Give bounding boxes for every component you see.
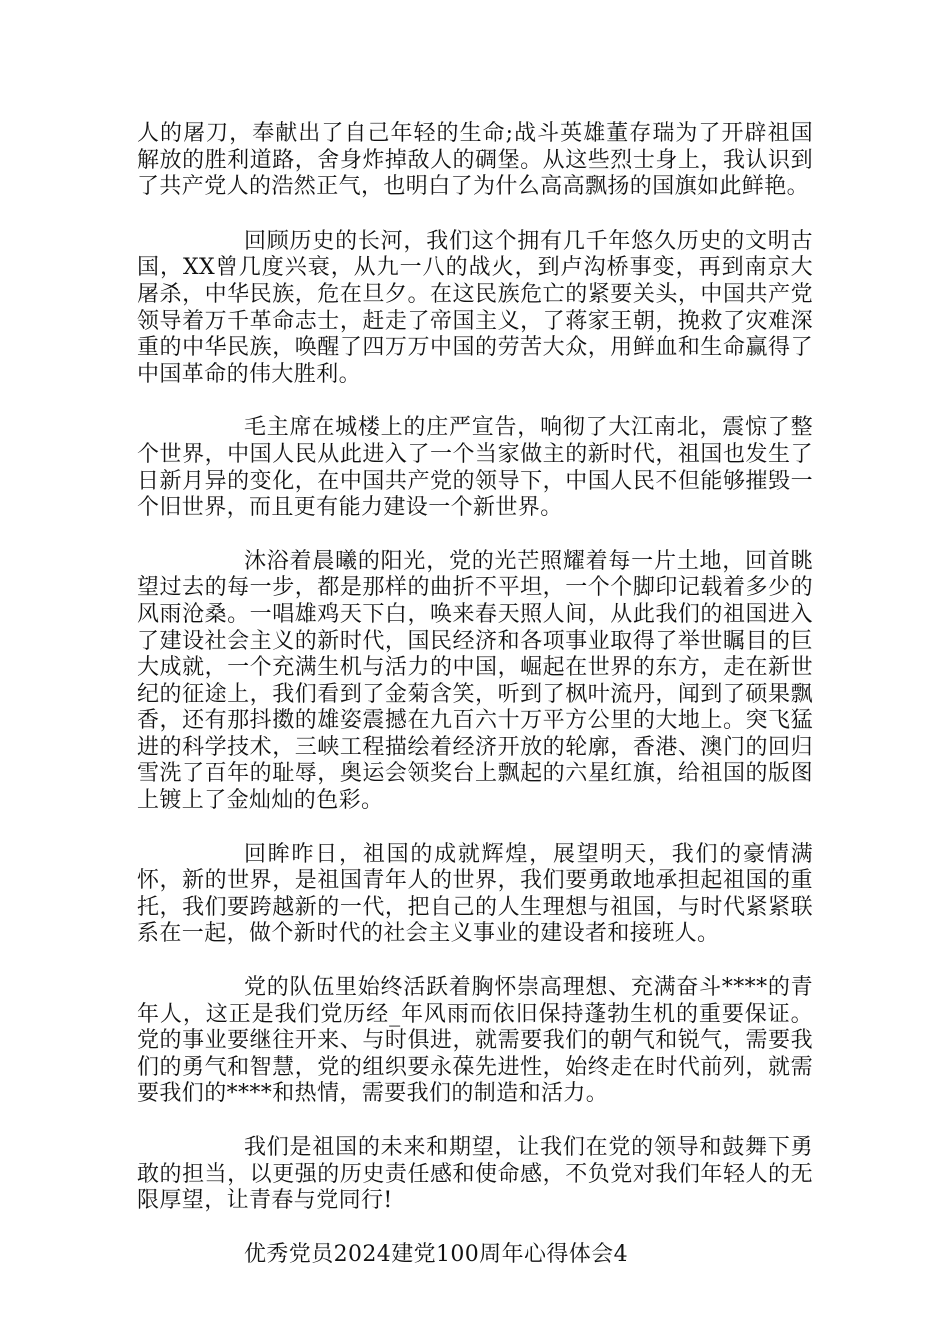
paragraph-4: 沐浴着晨曦的阳光，党的光芒照耀着每一片土地，回首眺望过去的每一步，都是那样的曲折不平坦，一个个脚印记载着多少的风雨沧桑。一唱雄鸡天下白，唤来春天照人间，从此我们的祖国进入了建设社会主义的新时代，国民经济和各项事业取得了举世瞩目的巨大成就，一个充满生机与活力的中国，崛起在世界的东方，走在新世纪的征途上，我们看到了金菊含笑，听到了枫叶流丹，闻到了硕果飘香，还有那抖擞的雄姿震撼在九百六十万平方公里的大地上。突飞猛进的科学技术，三峡工程描绘着经济开放的轮廓，香港、澳门的回归雪洗了百年的耻辱，奥运会领奖台上飘起的六星红旗，给祖国的版图上镀上了金灿灿的色彩。 xyxy=(137,548,813,814)
paragraph-7: 我们是祖国的未来和期望，让我们在党的领导和鼓舞下勇敢的担当，以更强的历史责任感和使命感，不负党对我们年轻人的无限厚望，让青春与党同行! xyxy=(137,1135,813,1214)
document-body xyxy=(137,121,813,1295)
paragraph-1: 人的屠刀，奉献出了自己年轻的生命;战斗英雄董存瑞为了开辟祖国解放的胜利道路，舍身炸掉敌人的碉堡。从这些烈士身上，我认识到了共产党人的浩然正气，也明白了为什么高高飘扬的国旗如此鲜艳。 xyxy=(137,121,813,200)
paragraph-5: 回眸昨日，祖国的成就辉煌，展望明天，我们的豪情满怀，新的世界，是祖国青年人的世界，我们要勇敢地承担起祖国的重托，我们要跨越新的一代，把自己的人生理想与祖国，与时代紧紧联系在一起，做个新时代的社会主义事业的建设者和接班人。 xyxy=(137,841,813,947)
paragraph-2: 回顾历史的长河，我们这个拥有几千年悠久历史的文明古国，XX曾几度兴衰，从九一八的战火，到卢沟桥事变，再到南京大屠杀，中华民族，危在旦夕。在这民族危亡的紧要关头，中国共产党领导着万千革命志士，赶走了帝国主义，了蒋家王朝，挽救了灾难深重的中华民族，唤醒了四万万中国的劳苦大众，用鲜血和生命赢得了中国革命的伟大胜利。 xyxy=(137,228,813,387)
paragraph-6: 党的队伍里始终活跃着胸怀崇高理想、充满奋斗****的青年人，这正是我们党历经_年风雨而依旧保持蓬勃生机的重要保证。党的事业要继往开来、与时俱进，就需要我们的朝气和锐气，需要我们的勇气和智慧，党的组织要永葆先进性，始终走在时代前列，就需要我们的****和热情，需要我们的制造和活力。 xyxy=(137,975,813,1107)
paragraph-3: 毛主席在城楼上的庄严宣告，响彻了大江南北，震惊了整个世界，中国人民从此进入了一个当家做主的新时代，祖国也发生了日新月异的变化，在中国共产党的领导下，中国人民不但能够摧毁一个旧世界，而且更有能力建设一个新世界。 xyxy=(137,415,813,521)
section-heading: 优秀党员2024建党100周年心得体会4 xyxy=(244,1241,628,1267)
